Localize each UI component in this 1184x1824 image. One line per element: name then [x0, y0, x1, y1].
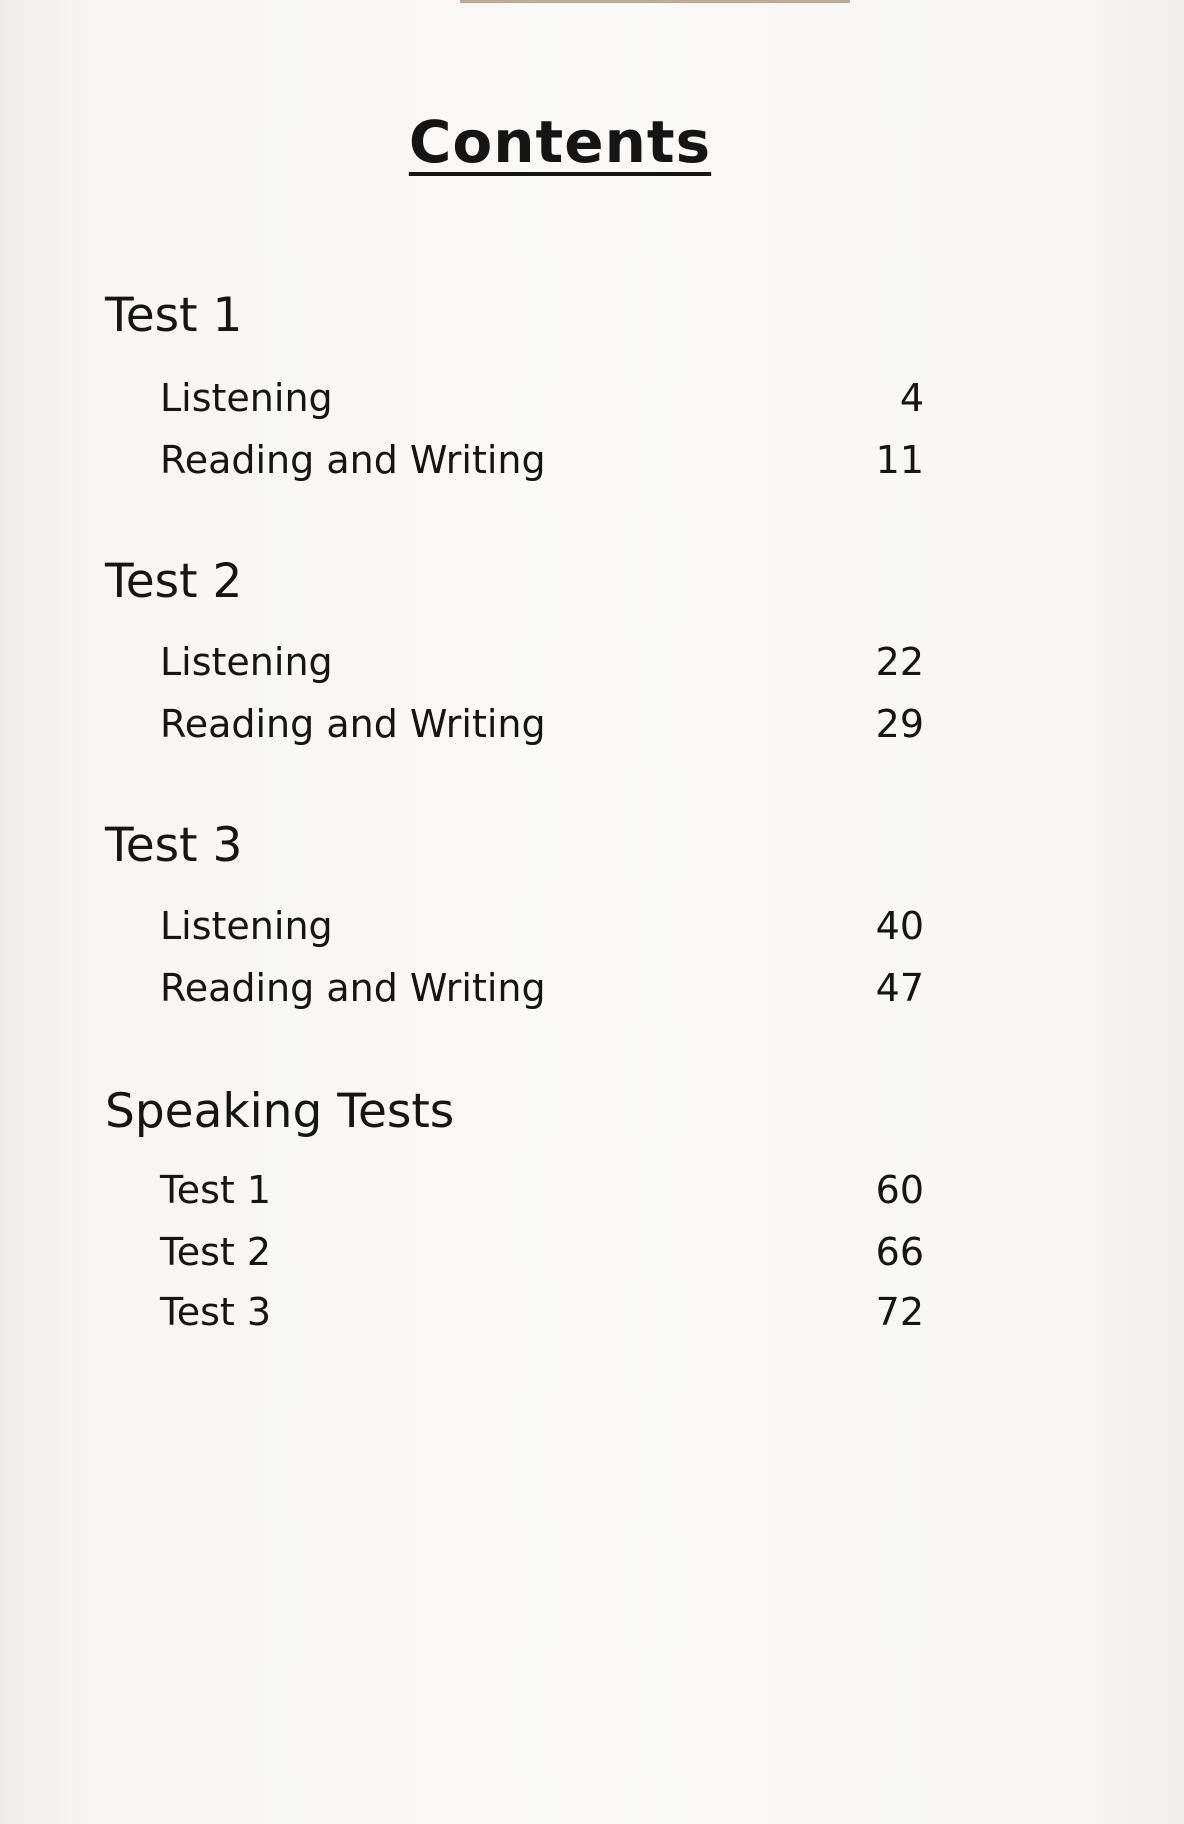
toc-entry-page: 47 [875, 966, 924, 1010]
toc-entry-page: 29 [875, 702, 924, 746]
toc-entry-page: 66 [875, 1230, 924, 1274]
toc-entry-label: Test 3 [160, 1290, 272, 1334]
toc-entry-page: 11 [875, 438, 924, 482]
page-edge-shadow [460, 0, 850, 3]
section-heading-test-3: Test 3 [105, 818, 243, 873]
toc-entry [160, 1168, 924, 1218]
toc-entry-page: 40 [875, 904, 924, 948]
toc-entry [160, 376, 924, 426]
toc-entry [160, 640, 924, 690]
toc-entry-label: Test 1 [160, 1168, 272, 1212]
toc-entry-page: 22 [875, 640, 924, 684]
section-heading-speaking-tests: Speaking Tests [105, 1084, 455, 1139]
page-title: Contents [408, 108, 712, 176]
toc-entry-label: Reading and Writing [160, 702, 546, 746]
toc-entry-label: Listening [160, 376, 333, 420]
toc-entry-label: Listening [160, 904, 333, 948]
toc-entry-page: 4 [899, 376, 924, 420]
toc-entry [160, 966, 924, 1016]
toc-entry-page: 60 [875, 1168, 924, 1212]
toc-entry [160, 1230, 924, 1280]
toc-entry-label: Test 2 [160, 1230, 272, 1274]
toc-entry [160, 438, 924, 488]
toc-entry-page: 72 [875, 1290, 924, 1334]
section-heading-test-1: Test 1 [105, 288, 243, 343]
toc-entry-label: Reading and Writing [160, 438, 546, 482]
toc-entry [160, 904, 924, 954]
toc-entry-label: Listening [160, 640, 333, 684]
toc-entry [160, 702, 924, 752]
section-heading-test-2: Test 2 [105, 554, 243, 609]
toc-entry [160, 1290, 924, 1340]
toc-entry-label: Reading and Writing [160, 966, 546, 1010]
